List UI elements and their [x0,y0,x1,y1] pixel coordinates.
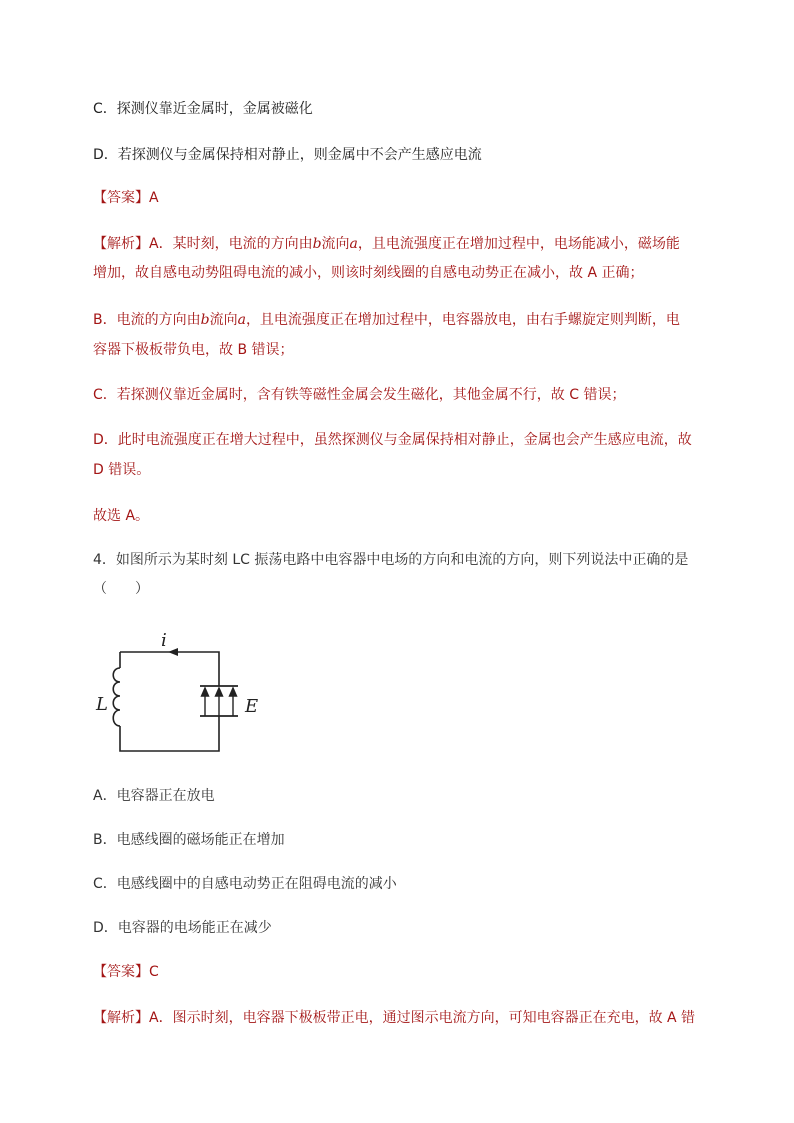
answer-value: A [149,190,159,206]
q4-option-d: D．电容器的电场能正在减少 [93,920,272,936]
prev-analysis-d-line1: D．此时电流强度正在增大过程中，虽然探测仪与金属保持相对静止，金属也会产生感应电流，故 [93,432,692,448]
analysis-label: 【解析】 [93,1010,149,1026]
answer-value: C [149,964,159,980]
current-arrow-icon [168,648,178,656]
inductor-label: L [96,694,108,715]
answer-label: 【答案】 [93,964,149,980]
prev-option-d: D．若探测仪与金属保持相对静止，则金属中不会产生感应电流 [93,147,482,163]
prev-analysis-d-line2: D 错误。 [93,462,151,478]
analysis-a-text: A．某时刻，电流的方向由b流向a，且电流强度正在增加过程中，电场能减小，磁场能 [149,236,680,252]
prev-analysis-a-line1 [93,234,680,254]
field-label: E [245,696,259,717]
inductor-coil [113,668,120,726]
q4-stem-line1: 4．如图所示为某时刻 LC 振荡电路中电容器中电场的方向和电流的方向，则下列说法中正确的是 [93,552,689,568]
var-b: b [200,312,210,328]
lc-circuit-diagram [92,630,272,760]
q4-option-a: A．电容器正在放电 [93,788,215,804]
var-a: a [349,236,358,252]
circuit-wires [120,652,219,751]
q4-analysis-a [93,1008,695,1028]
analysis-a-text: A．图示时刻，电容器下极板带正电，通过图示电流方向，可知电容器正在充电，故 A 错 [149,1010,696,1026]
prev-answer [93,188,159,208]
prev-analysis-c: C．若探测仪靠近金属时，含有铁等磁性金属会发生磁化，其他金属不行，故 C 错误； [93,387,626,403]
q4-answer [93,962,159,982]
current-label: i [161,630,167,651]
prev-analysis-b-line1: B．电流的方向由b流向a，且电流强度正在增加过程中，电容器放电，由右手螺旋定则判断，电 [93,312,680,328]
q4-option-b: B．电感线圈的磁场能正在增加 [93,832,285,848]
prev-analysis-b-line2: 容器下极板带负电，故 B 错误； [93,342,294,358]
answer-label: 【答案】 [93,190,149,206]
field-arrows-icon [202,688,237,716]
prev-option-c: C．探测仪靠近金属时，金属被磁化 [93,101,313,117]
var-a: a [237,312,246,328]
q4-stem-line2: （ ） [93,581,149,597]
var-b: b [312,236,322,252]
prev-analysis-a-line2: 增加，故自感电动势阻碍电流的减小，则该时刻线圈的自感电动势正在减小，故 A 正确； [93,265,644,281]
q4-option-c: C．电感线圈中的自感电动势正在阻碍电流的减小 [93,876,397,892]
prev-conclusion: 故选 A。 [93,508,150,524]
analysis-label: 【解析】 [93,236,149,252]
